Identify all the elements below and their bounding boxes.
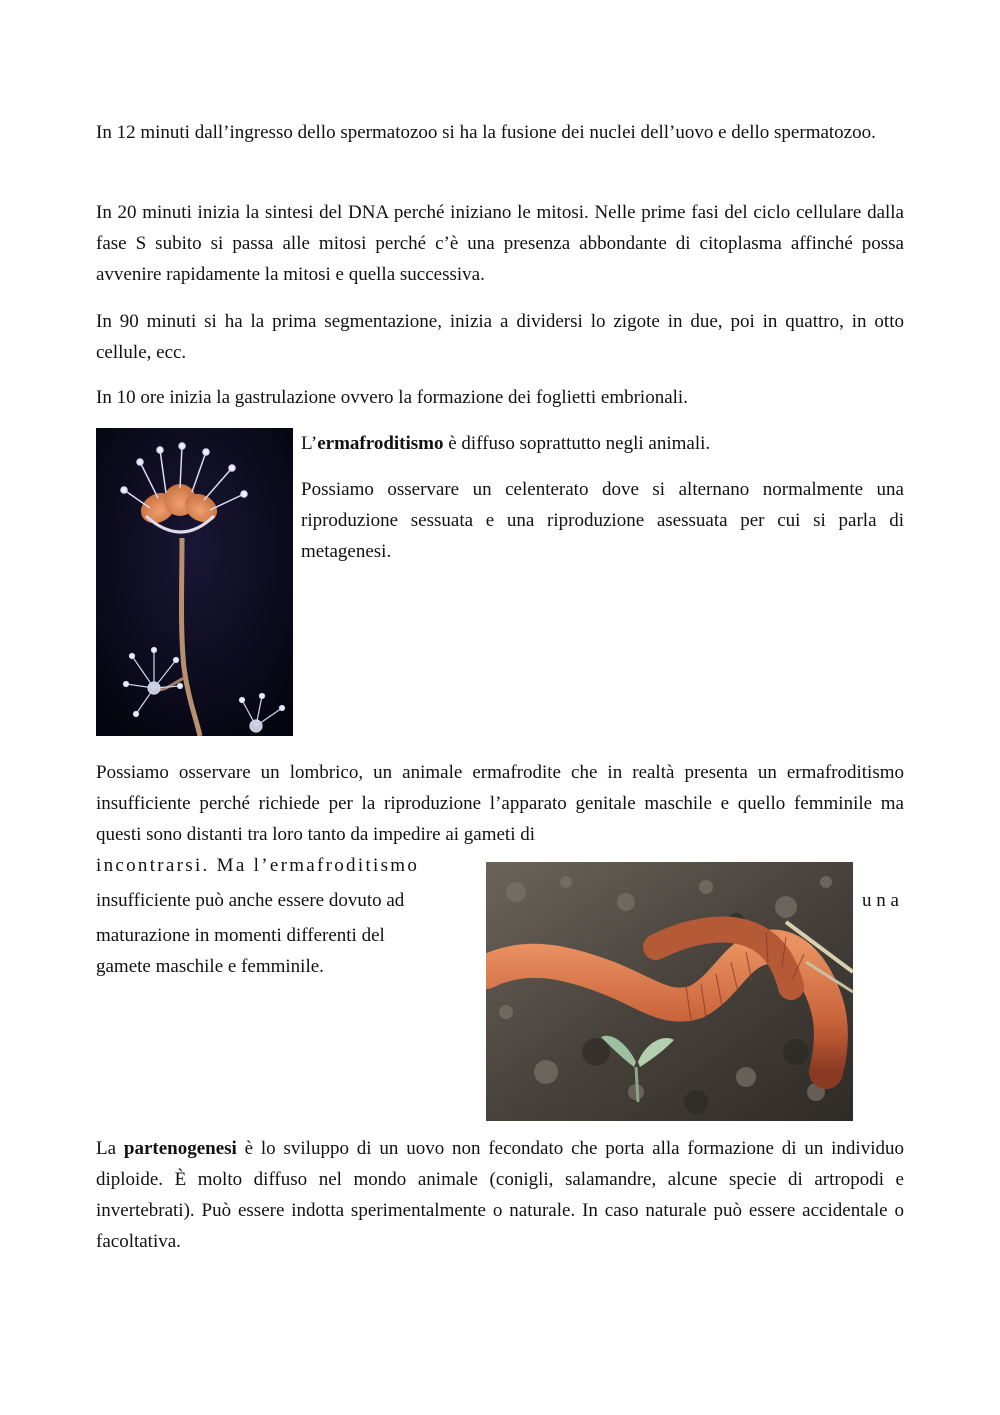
paragraph-lombrico-line5-tail: u n a bbox=[862, 890, 899, 911]
paragraph-segmentation-90min: In 90 minuti si ha la prima segmentazione, inizia a dividersi lo zigote in due, poi in quattro, in otto cellule, ecc. bbox=[96, 311, 904, 363]
text-prefix: L’ bbox=[301, 433, 318, 454]
term-ermafroditismo: ermafroditismo bbox=[317, 433, 444, 454]
paragraph-lombrico-line5: insufficiente può anche essere dovuto ad bbox=[96, 890, 405, 911]
earthworm-photo bbox=[486, 862, 853, 1121]
text-suffix: è lo sviluppo di un uovo non fecondato che porta alla formazione di un individuo diploide. È molto diffuso nel mondo animale (conigli, salamandre, alcune specie di artropodi e invertebrati). Può essere indotta sperimentalmente o naturale. In caso naturale può essere accidentale o facoltativa. bbox=[96, 1138, 904, 1252]
paragraph-fertilization-12min: In 12 minuti dall’ingresso dello spermatozoo si ha la fusione dei nuclei dell’uovo e dello spermatozoo. bbox=[96, 122, 876, 143]
paragraph-partenogenesi bbox=[96, 1133, 904, 1257]
paragraph-hermaphroditism-intro bbox=[301, 428, 904, 459]
paragraph-lombrico-line6: maturazione in momenti differenti del bbox=[96, 925, 385, 946]
paragraph-gastrulation-10h: In 10 ore inizia la gastrulazione ovvero la formazione dei foglietti embrionali. bbox=[96, 387, 688, 408]
hydroid-photo bbox=[96, 428, 293, 736]
paragraph-lombrico-line7: gamete maschile e femminile. bbox=[96, 956, 324, 977]
term-partenogenesi: partenogenesi bbox=[123, 1138, 237, 1159]
paragraph-lombrico: Possiamo osservare un lombrico, un animale ermafrodite che in realtà presenta un ermafroditismo insufficiente perché richiede per la riproduzione l’apparato genitale maschile e quello femminile ma questi sono distanti tra loro tanto da impedire ai gameti di bbox=[96, 762, 904, 845]
paragraph-dna-synthesis-20min: In 20 minuti inizia la sintesi del DNA perché iniziano le mitosi. Nelle prime fasi del ciclo cellulare dalla fase S subito si passa alle mitosi perché c’è una presenza abbondante di citoplasma affinché possa avvenire rapidamente la mitosi e quella successiva. bbox=[96, 202, 904, 285]
paragraph-celenterato: Possiamo osservare un celenterato dove si alternano normalmente una riproduzione sessuata e una riproduzione asessuata per cui si parla di metagenesi. bbox=[301, 479, 904, 562]
text-prefix: La bbox=[96, 1138, 124, 1159]
paragraph-lombrico-line4: incontrarsi. Ma l’ermafroditismo bbox=[96, 855, 420, 876]
text-suffix: è diffuso soprattutto negli animali. bbox=[443, 433, 711, 454]
